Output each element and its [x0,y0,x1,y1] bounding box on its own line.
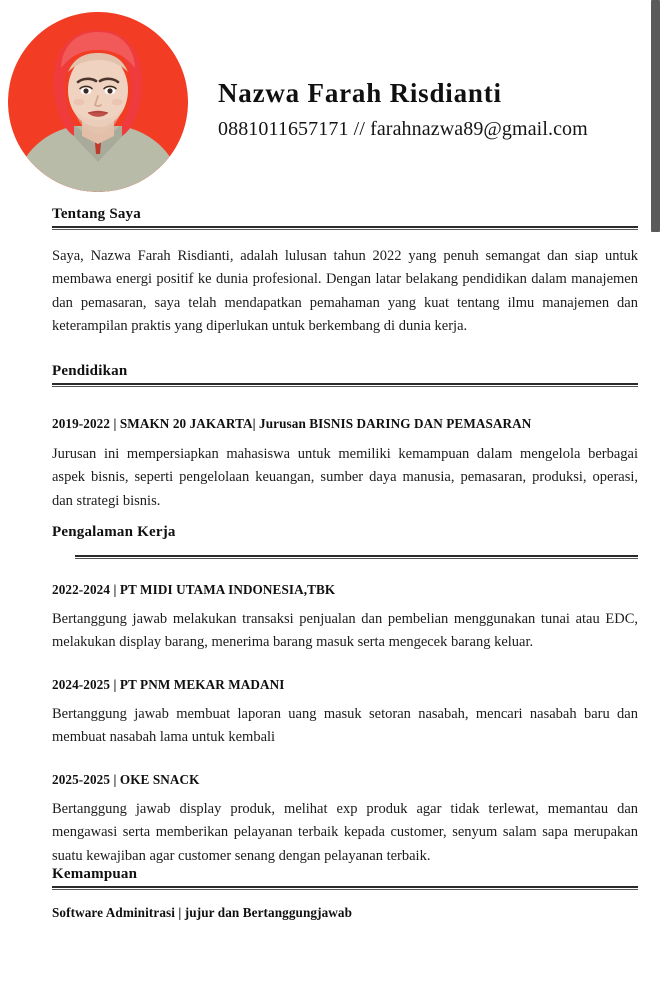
section-skills [52,866,638,921]
skills-body-text: Software Adminitrasi | jujur dan Bertanggungjawab [52,905,353,920]
scrollbar-thumb[interactable] [651,0,660,232]
name-block [218,78,638,141]
divider-bar-thick [75,555,638,557]
divider-bar-thin [75,558,638,559]
section-education [52,363,638,513]
divider-bar-thick [52,886,638,888]
divider-education [52,383,638,388]
experience-entry [52,677,638,750]
scrollbar-track[interactable] [650,0,661,1000]
divider-bar-thick [52,383,638,385]
experience-entry-body: Bertanggung jawab melakukan transaksi penjualan dan pembelian menggunakan tunai atau EDC, melakukan display barang, menerima barang masuk serta mengecek barang keluar. [52,611,638,651]
experience-entry [52,772,638,868]
page-title: Nazwa Farah Risdianti [218,78,502,108]
divider-bar-thin [52,229,638,230]
experience-entry-body: Bertanggung jawab membuat laporan uang masuk setoran nasabah, mencari nasabah baru dan membuat nasabah lama untuk kembali [52,705,638,746]
section-about [52,206,638,339]
section-heading-skills: Kemampuan [52,866,138,882]
about-body-text: Saya, Nazwa Farah Risdianti, adalah lulusan tahun 2022 yang penuh semangat dan siap untuk membawa energi positif ke dunia profesional. Dengan latar belakang pendidikan dalam manajemen dan pemasaran, saya telah mendapatkan pemahaman yang kuat tentang ilmu manajemen dan keterampilan praktis yang diperlukan untuk berkembang di dunia kerja. [52,248,638,335]
contact-info: 0881011657171 // farahnazwa89@gmail.com [218,117,588,140]
divider-bar-thin [52,889,638,890]
experience-entry-body: Bertanggung jawab display produk, melihat exp produk agar tidak terlewat, memantau dan mengawasi serta memberikan pelayanan terbaik kepada customer, senyum salam sapa merupakan suatu kewajiban agar customer senang dengan pelayanan terbaik. [52,800,638,864]
divider-skills [52,886,638,891]
education-entry-title: 2019-2022 | SMAKN 20 JAKARTA| Jurusan BISNIS DARING DAN PEMASARAN [52,416,532,431]
resume-header [0,0,650,200]
experience-entry [52,582,638,655]
section-experience [52,524,638,868]
section-heading-education: Pendidikan [52,363,128,379]
divider-experience [52,555,638,560]
avatar [8,12,188,192]
divider-bar-thin [52,386,638,387]
education-entry-body: Jurusan ini mempersiapkan mahasiswa untuk memiliki kemampuan dalam mengelola berbagai aspek bisnis, seperti pengelolaan keuangan, sumber daya manusia, pemasaran, produksi, operasi, dan strategi bisnis. [52,446,638,509]
experience-entry-title: 2024-2025 | PT PNM MEKAR MADANI [52,676,285,692]
divider-about [52,226,638,231]
experience-entry-title: 2025-2025 | OKE SNACK [52,771,200,787]
experience-entry-title: 2022-2024 | PT MIDI UTAMA INDONESIA,TBK [52,582,336,597]
section-heading-experience: Pengalaman Kerja [52,524,176,540]
divider-bar-thick [52,226,638,228]
section-heading-about: Tentang Saya [52,206,141,222]
